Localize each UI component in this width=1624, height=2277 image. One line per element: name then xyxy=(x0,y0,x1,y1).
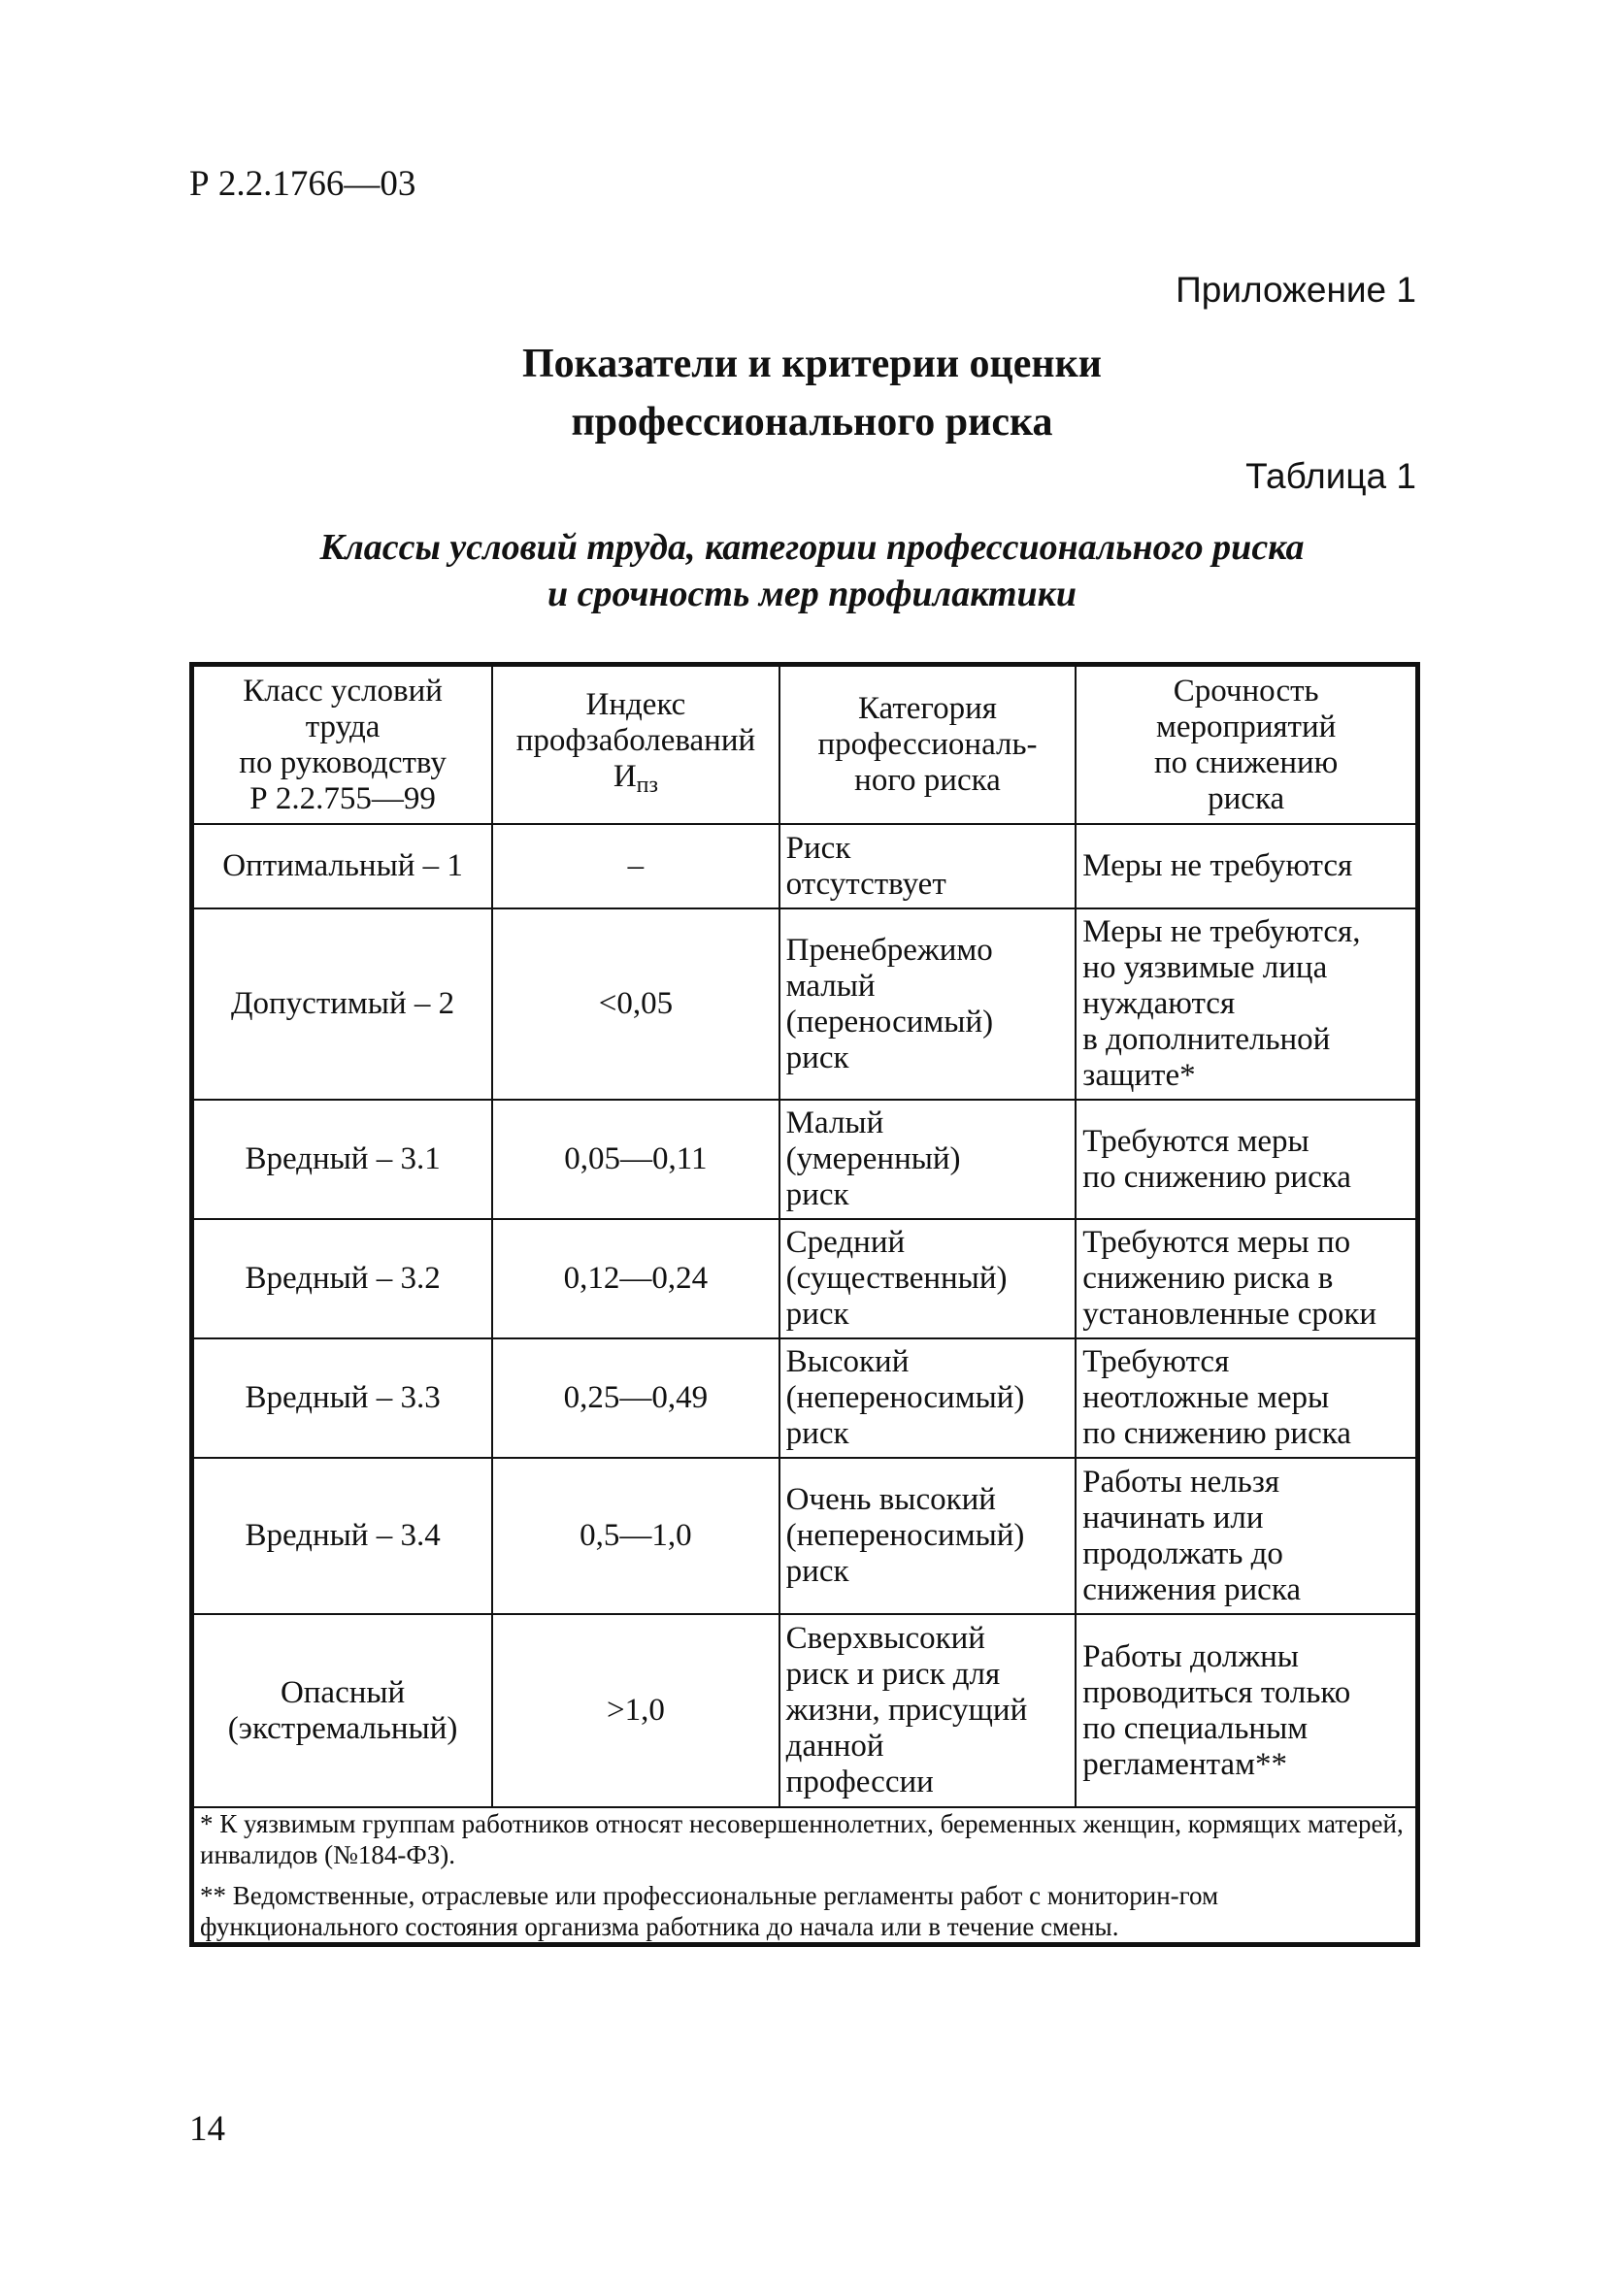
table-row xyxy=(192,1100,1418,1219)
table-row xyxy=(192,1219,1418,1338)
header-line: Срочность xyxy=(1173,673,1319,709)
cell-line: Пренебрежимо xyxy=(785,932,993,968)
cell-line: регламентам** xyxy=(1082,1746,1287,1782)
risk-table xyxy=(189,662,1420,1947)
cell-class xyxy=(192,1338,493,1458)
cell-line: Очень высокий xyxy=(785,1482,996,1517)
index-subscript: пз xyxy=(636,772,658,798)
table-row xyxy=(192,1614,1418,1807)
cell-class xyxy=(192,908,493,1100)
cell-line: снижения риска xyxy=(1082,1571,1302,1607)
header-work-class xyxy=(192,665,493,825)
header-disease-index xyxy=(492,665,779,825)
cell-index: <0,05 xyxy=(492,908,779,1100)
header-line: Р 2.2.755—99 xyxy=(249,780,436,816)
cell-category xyxy=(779,824,1077,908)
table-row xyxy=(192,908,1418,1100)
header-line: по руководству xyxy=(239,744,447,780)
cell-line: риск xyxy=(785,1177,849,1212)
header-line: Категория xyxy=(857,691,997,726)
cell-line: проводиться только xyxy=(1082,1674,1351,1710)
title-line: Показатели и критерии оценки xyxy=(522,342,1102,386)
cell-line: по снижению риска xyxy=(1082,1159,1351,1195)
cell-line: малый xyxy=(785,968,876,1004)
cell-index: 0,5—1,0 xyxy=(492,1458,779,1614)
cell-urgency xyxy=(1076,1100,1417,1219)
cell-line: по снижению риска xyxy=(1082,1416,1351,1451)
cell-line: Вредный – 3.4 xyxy=(245,1518,441,1553)
cell-line: Вредный – 3.2 xyxy=(245,1261,441,1296)
cell-line: риск xyxy=(785,1554,849,1589)
cell-urgency xyxy=(1076,824,1417,908)
cell-line: Вредный – 3.1 xyxy=(245,1141,441,1176)
cell-line: Опасный xyxy=(280,1674,406,1710)
cell-line: Требуются xyxy=(1082,1344,1230,1379)
cell-line: Вредный – 3.3 xyxy=(245,1380,441,1415)
cell-line: жизни, присущий xyxy=(785,1693,1028,1728)
caption-line: и срочность мер профилактики xyxy=(547,574,1077,614)
cell-urgency xyxy=(1076,1458,1417,1614)
cell-line: профессии xyxy=(785,1765,934,1799)
footnote: * К уязвимым группам работников относят несовершеннолетних, беременных женщин, кормящих матерей, инвалидов (№184-ФЗ). xyxy=(200,1809,1404,1869)
page-title xyxy=(0,335,1624,451)
cell-class xyxy=(192,1100,493,1219)
header-line: Класс условий xyxy=(243,673,443,709)
table-row xyxy=(192,1458,1418,1614)
cell-line: в дополнительной xyxy=(1082,1022,1331,1057)
cell-urgency xyxy=(1076,1614,1417,1807)
cell-line: Оптимальный – 1 xyxy=(222,848,463,883)
cell-line: начинать или xyxy=(1082,1500,1264,1535)
cell-index: – xyxy=(492,824,779,908)
cell-line: Требуются меры по xyxy=(1082,1225,1351,1260)
table-notes xyxy=(192,1807,1418,1945)
header-risk-category xyxy=(779,665,1077,825)
table-notes-row xyxy=(192,1807,1418,1945)
cell-line: неотложные меры xyxy=(1082,1380,1330,1415)
header-urgency xyxy=(1076,665,1417,825)
table-caption xyxy=(0,524,1624,617)
header-line: Индекс xyxy=(585,686,686,722)
cell-category xyxy=(779,1614,1077,1807)
cell-line: отсутствует xyxy=(785,866,946,902)
header-line: мероприятий xyxy=(1156,709,1337,744)
cell-index: 0,12—0,24 xyxy=(492,1219,779,1338)
cell-line: (умеренный) xyxy=(785,1141,961,1176)
cell-index: >1,0 xyxy=(492,1614,779,1807)
cell-line: данной xyxy=(785,1729,884,1764)
cell-urgency xyxy=(1076,1338,1417,1458)
cell-line: снижению риска в xyxy=(1082,1261,1334,1296)
cell-line: по специальным xyxy=(1082,1710,1309,1746)
page-number: 14 xyxy=(189,2109,225,2149)
cell-line: Меры не требуются xyxy=(1082,848,1353,883)
header-line: труда xyxy=(305,709,381,744)
header-line: по снижению xyxy=(1153,744,1339,780)
header-line: риска xyxy=(1208,780,1285,816)
title-line: профессионального риска xyxy=(571,400,1053,445)
cell-line: Риск xyxy=(785,830,851,866)
document-code: Р 2.2.1766—03 xyxy=(189,164,416,204)
cell-line: продолжать до xyxy=(1082,1535,1283,1571)
table-header-row xyxy=(192,665,1418,825)
cell-line: (переносимый) xyxy=(785,1004,994,1040)
cell-index: 0,05—0,11 xyxy=(492,1100,779,1219)
cell-line: риск xyxy=(785,1297,849,1332)
cell-line: Высокий xyxy=(785,1344,910,1379)
cell-index: 0,25—0,49 xyxy=(492,1338,779,1458)
header-line: профессиональ- xyxy=(817,727,1038,762)
cell-line: (непереносимый) xyxy=(785,1380,1025,1415)
cell-line: риск xyxy=(785,1040,849,1075)
cell-category xyxy=(779,1458,1077,1614)
cell-category xyxy=(779,908,1077,1100)
table-row xyxy=(192,1338,1418,1458)
table-row xyxy=(192,824,1418,908)
cell-category xyxy=(779,1100,1077,1219)
cell-line: защите* xyxy=(1082,1058,1196,1093)
cell-urgency xyxy=(1076,1219,1417,1338)
cell-class xyxy=(192,1614,493,1807)
cell-class xyxy=(192,1219,493,1338)
appendix-label: Приложение 1 xyxy=(1176,270,1416,310)
table-label: Таблица 1 xyxy=(1245,456,1416,496)
index-letter: И xyxy=(613,758,637,794)
cell-line: (непереносимый) xyxy=(785,1518,1025,1553)
cell-line: риск xyxy=(785,1416,849,1451)
cell-category xyxy=(779,1219,1077,1338)
cell-class xyxy=(192,824,493,908)
cell-line: Работы должны xyxy=(1082,1638,1299,1674)
cell-line: риск и риск для xyxy=(785,1657,1001,1692)
cell-line: (экстремальный) xyxy=(227,1710,458,1746)
cell-line: но уязвимые лица xyxy=(1082,950,1328,985)
cell-line: установленные сроки xyxy=(1082,1297,1377,1332)
cell-line: Меры не требуются, xyxy=(1082,914,1361,949)
index-symbol xyxy=(499,759,773,804)
cell-line: Сверхвысокий xyxy=(785,1621,985,1656)
header-line: профзаболеваний xyxy=(515,722,756,758)
cell-line: нуждаются xyxy=(1082,986,1236,1021)
footnote: ** Ведомственные, отраслевые или профессиональные регламенты работ с мониторин-гом функционального состояния организма работника до начала или в течение смены. xyxy=(200,1881,1219,1941)
cell-urgency xyxy=(1076,908,1417,1100)
cell-line: Работы нельзя xyxy=(1082,1464,1280,1500)
cell-line: Малый xyxy=(785,1106,884,1140)
cell-class xyxy=(192,1458,493,1614)
cell-line: Допустимый – 2 xyxy=(231,986,455,1021)
header-line: ного риска xyxy=(854,763,1001,798)
caption-line: Классы условий труда, категории профессионального риска xyxy=(319,527,1305,568)
cell-line: Требуются меры xyxy=(1082,1123,1309,1159)
cell-line: (существенный) xyxy=(785,1261,1008,1296)
cell-category xyxy=(779,1338,1077,1458)
cell-line: Средний xyxy=(785,1225,906,1260)
